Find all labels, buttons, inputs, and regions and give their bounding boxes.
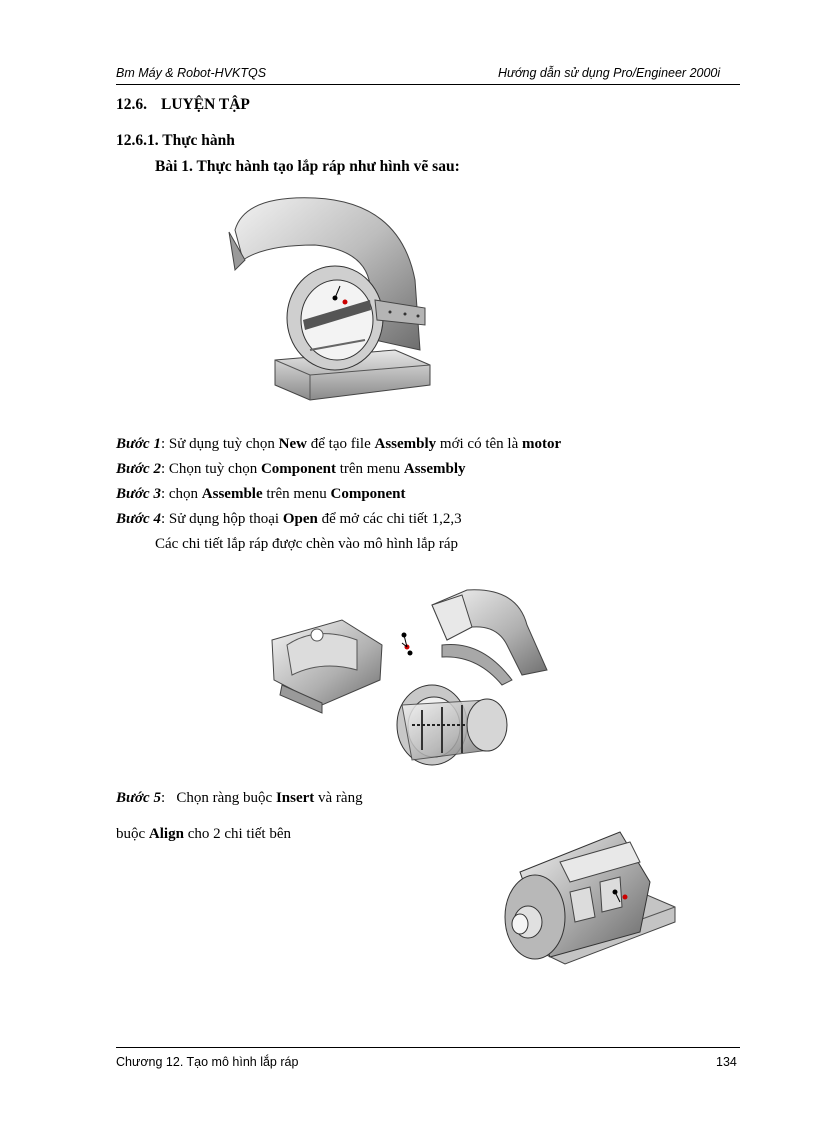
step-1-text: : Sử dụng tuỳ chọn	[160, 436, 279, 452]
step-2-text-2: trên menu	[335, 461, 404, 477]
step-2-label: Bước 2	[116, 461, 161, 477]
exercise-title: Bài 1. Thực hành tạo lắp ráp như hình vẽ sau:	[155, 158, 460, 175]
step-2-keyword-assembly: Assembly	[403, 461, 466, 477]
step-2-keyword-component: Component	[260, 461, 336, 477]
footer-chapter: Chương 12. Tạo mô hình lắp ráp	[116, 1055, 299, 1069]
step-5-keyword-align: Align	[148, 826, 184, 842]
header-left: Bm Máy & Robot-HVKTQS	[116, 66, 267, 80]
subsection-number: 12.6.1.	[116, 132, 159, 149]
header-right: Hướng dẫn sử dụng Pro/Engineer 2000i	[498, 66, 721, 80]
step-5-text-3: buộc	[116, 826, 149, 842]
figure-insert-align-result	[490, 822, 680, 967]
step-3-label: Bước 3	[116, 486, 161, 502]
step-1-label: Bước 1	[116, 436, 161, 452]
step-4-text-2: để mở các chi tiết 1,2,3	[317, 511, 462, 527]
step-3-text: : chọn	[160, 486, 202, 502]
footer-rule	[116, 1047, 740, 1048]
step-5-keyword-insert: Insert	[275, 790, 315, 806]
step-4-keyword-open: Open	[282, 511, 318, 527]
step-2-text: : Chọn tuỳ chọn	[160, 461, 261, 477]
step-4-label: Bước 4	[116, 511, 161, 527]
page-number: 134	[716, 1055, 737, 1069]
subsection-heading	[116, 132, 235, 150]
step-4	[116, 511, 462, 528]
step-3-keyword-assemble: Assemble	[201, 486, 263, 502]
step-1-keyword-new: New	[278, 436, 307, 452]
subsection-title: Thực hành	[162, 132, 235, 149]
section-number: 12.6.	[116, 96, 147, 113]
step-3-keyword-component: Component	[330, 486, 406, 502]
step-1-text-2: để tạo file	[307, 436, 375, 452]
figure-exploded-parts	[262, 585, 552, 775]
step-5-line-2	[116, 826, 291, 843]
step-5-text-2: và ràng	[314, 790, 363, 806]
step-5-text: : Chọn ràng buộc	[160, 790, 276, 806]
step-3	[116, 486, 406, 503]
figure-assembled-blower	[225, 190, 445, 410]
step-1-keyword-motor: motor	[521, 436, 562, 452]
step-5-text-4: cho 2 chi tiết bên	[183, 826, 291, 842]
step-5-label: Bước 5	[116, 790, 161, 806]
section-title: LUYỆN TẬP	[161, 96, 250, 113]
step-1-text-3: mới có tên là	[436, 436, 522, 452]
step-4-note: Các chi tiết lắp ráp được chèn vào mô hình lắp ráp	[155, 536, 459, 552]
step-2	[116, 461, 466, 478]
header-rule	[116, 84, 740, 85]
step-3-text-2: trên menu	[262, 486, 331, 502]
step-1	[116, 436, 561, 453]
step-4-text: : Sử dụng hộp thoại	[160, 511, 283, 527]
step-1-keyword-assembly: Assembly	[374, 436, 437, 452]
section-heading	[116, 96, 250, 114]
step-5-line-1	[116, 790, 363, 807]
